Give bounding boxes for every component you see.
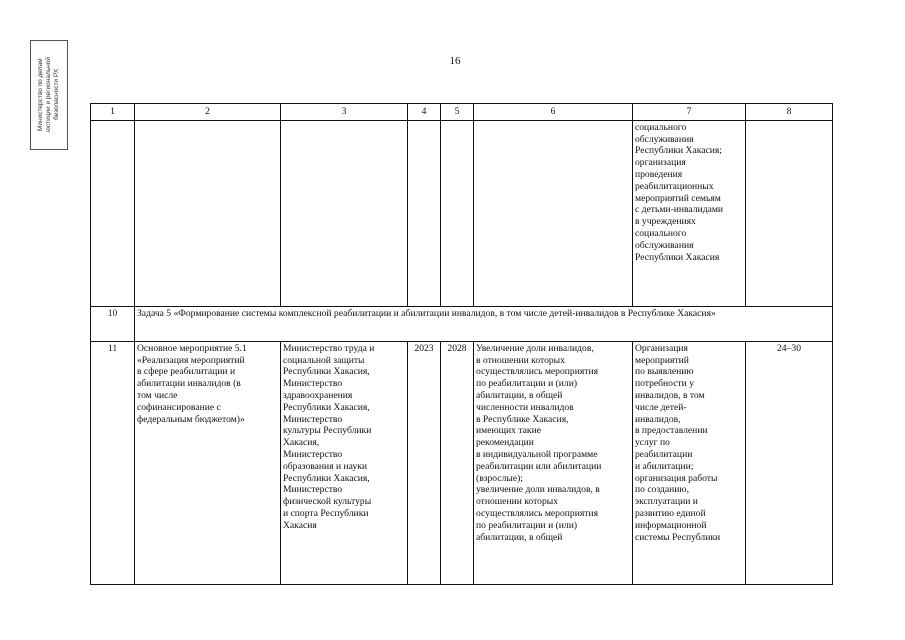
column-number: 5 xyxy=(441,104,474,121)
column-number: 6 xyxy=(474,104,633,121)
measure-name-cell: Основное мероприятие 5.1 «Реализация мероприятий в сфере реабилитации и абилитации инвалидов (в том числе софинансирование с федеральным бюджетом)» xyxy=(135,341,281,584)
row-number: 10 xyxy=(91,306,135,341)
empty-cell xyxy=(281,120,408,306)
column-number: 4 xyxy=(408,104,441,121)
empty-cell xyxy=(135,120,281,306)
empty-cell xyxy=(91,120,135,306)
page-number: 16 xyxy=(449,55,461,67)
row-number: 11 xyxy=(91,341,135,584)
responsible-executors-cell: Министерство труда и социальной защиты Республики Хакасия, Министерство здравоохранения Республики Хакасия, Министерство культуры Республики Хакасия, Министерство образования и науки Республики Хакасия, Министерство физической культуры и спорта Республики Хакасия xyxy=(281,341,408,584)
expected-results-cell: Увеличение доли инвалидов, в отношении которых осуществлялись мероприятия по реабилитации и (или) абилитации, в общей численности инвалидов в Республике Хакасия, имеющих такие рекомендации в индивидуальной программе реабилитации или абилитации (взрослые); увеличение доли инвалидов, в отношении которых осуществлялись мероприятия по реабилитации и (или) абилитации, в общей xyxy=(474,341,633,584)
continuation-row xyxy=(91,120,833,306)
column-number: 3 xyxy=(281,104,408,121)
task-row xyxy=(91,306,833,341)
end-year-cell: 2028 xyxy=(441,341,474,584)
empty-cell xyxy=(474,120,633,306)
indicator-link-cell: 24–30 xyxy=(746,341,833,584)
empty-cell xyxy=(441,120,474,306)
empty-cell xyxy=(746,120,833,306)
continuation-activities-cell: социального обслуживания Республики Хакасия; организация проведения реабилитационных мероприятий семьям с детьми-инвалидами в учреждениях социального обслуживания Республики Хакасия xyxy=(633,120,746,306)
column-number: 1 xyxy=(91,104,135,121)
column-number-row xyxy=(91,104,833,121)
column-number: 7 xyxy=(633,104,746,121)
column-number: 2 xyxy=(135,104,281,121)
main-activities-cell: Организация мероприятий по выявлению потребности у инвалидов, в том числе детей- инвалидов, в предоставлении услуг по реабилитации и абилитации; организация работы по созданию, эксплуатации и развитию единой информационной системы Республики xyxy=(633,341,746,584)
empty-cell xyxy=(408,120,441,306)
program-table xyxy=(90,103,833,585)
registration-stamp xyxy=(30,40,68,150)
column-number: 8 xyxy=(746,104,833,121)
stamp-text: Министерство по делам юстиции и региональной безопасности РХ xyxy=(37,57,60,133)
start-year-cell: 2023 xyxy=(408,341,441,584)
measure-row xyxy=(91,341,833,584)
task-title: Задача 5 «Формирование системы комплексной реабилитации и абилитации инвалидов, в том числе детей-инвалидов в Республике Хакасия» xyxy=(135,306,833,341)
